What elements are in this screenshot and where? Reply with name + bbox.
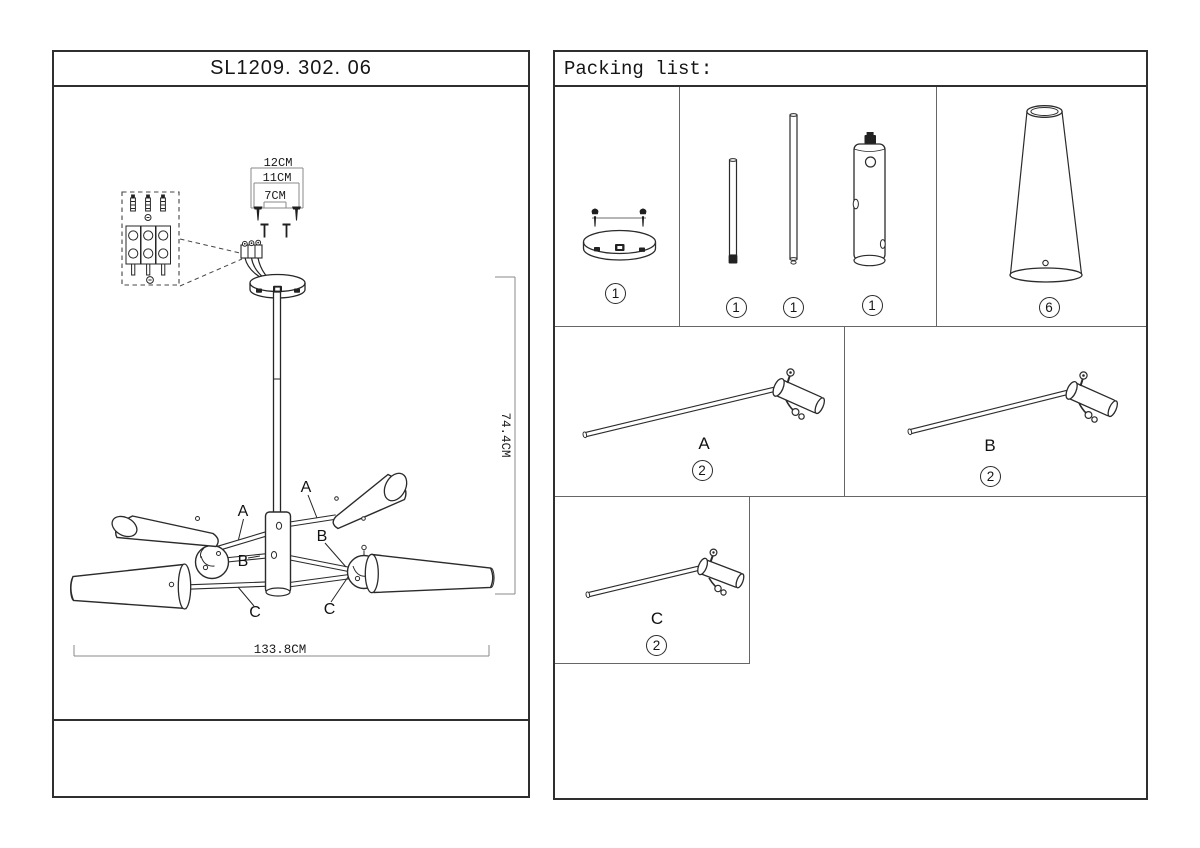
- chandelier-drawing: [54, 87, 528, 719]
- qty-badge: [646, 635, 667, 656]
- packing-list-panel: [553, 50, 1148, 800]
- arm-label-b2: B: [316, 528, 328, 545]
- rods-body-drawing: [680, 87, 936, 326]
- arm-cap-a: [276, 522, 281, 529]
- dim-height-label: 74.4CM: [498, 412, 512, 458]
- stem-rod: [274, 292, 281, 514]
- packing-item-arm-b: [845, 327, 1146, 497]
- arm-label-a2: A: [300, 479, 312, 496]
- shade-a-left: [109, 512, 219, 546]
- dim-width-label: 133.8CM: [253, 643, 307, 657]
- qty-value: 1: [789, 299, 798, 315]
- qty-value: 2: [986, 469, 995, 484]
- qty-value: 1: [732, 299, 740, 315]
- qty-value: 2: [698, 462, 706, 478]
- empty-footer: [54, 721, 528, 796]
- qty-value: 6: [1045, 299, 1053, 315]
- qty-badge: [1039, 297, 1060, 318]
- dim-top-inner-label: 7CM: [264, 189, 286, 203]
- qty-badge: [980, 466, 1001, 487]
- qty-badge: [605, 283, 626, 304]
- shade-cone-drawing: [937, 87, 1145, 326]
- qty-value: 1: [868, 297, 876, 313]
- drawing-panel: [52, 50, 530, 798]
- canopy-assembly: [241, 240, 305, 298]
- detail-leader-lines: [180, 239, 242, 286]
- packing-item-rods-and-body: [680, 87, 937, 327]
- qty-badge: [726, 297, 747, 318]
- mounting-screws: [254, 207, 302, 238]
- packing-grid: [555, 87, 1146, 798]
- model-number: SL1209. 302. 06: [54, 52, 528, 87]
- arm-label-c1: C: [249, 604, 261, 621]
- label-leader-lines: [238, 495, 348, 606]
- arm-label-b1: B: [237, 553, 249, 570]
- shade-c-left: [71, 564, 191, 609]
- dim-top-outer-label: 12CM: [263, 156, 293, 170]
- packing-list-title: Packing list:: [555, 52, 1146, 87]
- dim-top-middle-label: 11CM: [262, 171, 292, 185]
- technical-drawing: [54, 87, 528, 721]
- part-label-a: A: [698, 434, 710, 453]
- hub-bottom: [266, 588, 290, 596]
- qty-value: 1: [611, 286, 620, 301]
- arm-label-c2: C: [323, 601, 336, 618]
- shade-b-left: [196, 546, 229, 579]
- qty-badge: [862, 295, 883, 316]
- arm-cap-b: [271, 552, 276, 559]
- qty-value: 2: [652, 638, 661, 653]
- qty-badge: [692, 460, 713, 481]
- packing-item-canopy: [555, 87, 680, 327]
- terminal-block-detail: [126, 195, 171, 283]
- arm-label-a1: A: [237, 503, 249, 520]
- part-label-b: B: [984, 436, 996, 455]
- shade-a-right: [333, 469, 411, 528]
- shade-c-right: [365, 554, 494, 592]
- packing-item-shade: [937, 87, 1146, 327]
- qty-badge: [783, 297, 804, 318]
- packing-item-arm-c: [555, 497, 750, 664]
- packing-item-arm-a: [555, 327, 845, 497]
- part-label-c: C: [650, 609, 664, 628]
